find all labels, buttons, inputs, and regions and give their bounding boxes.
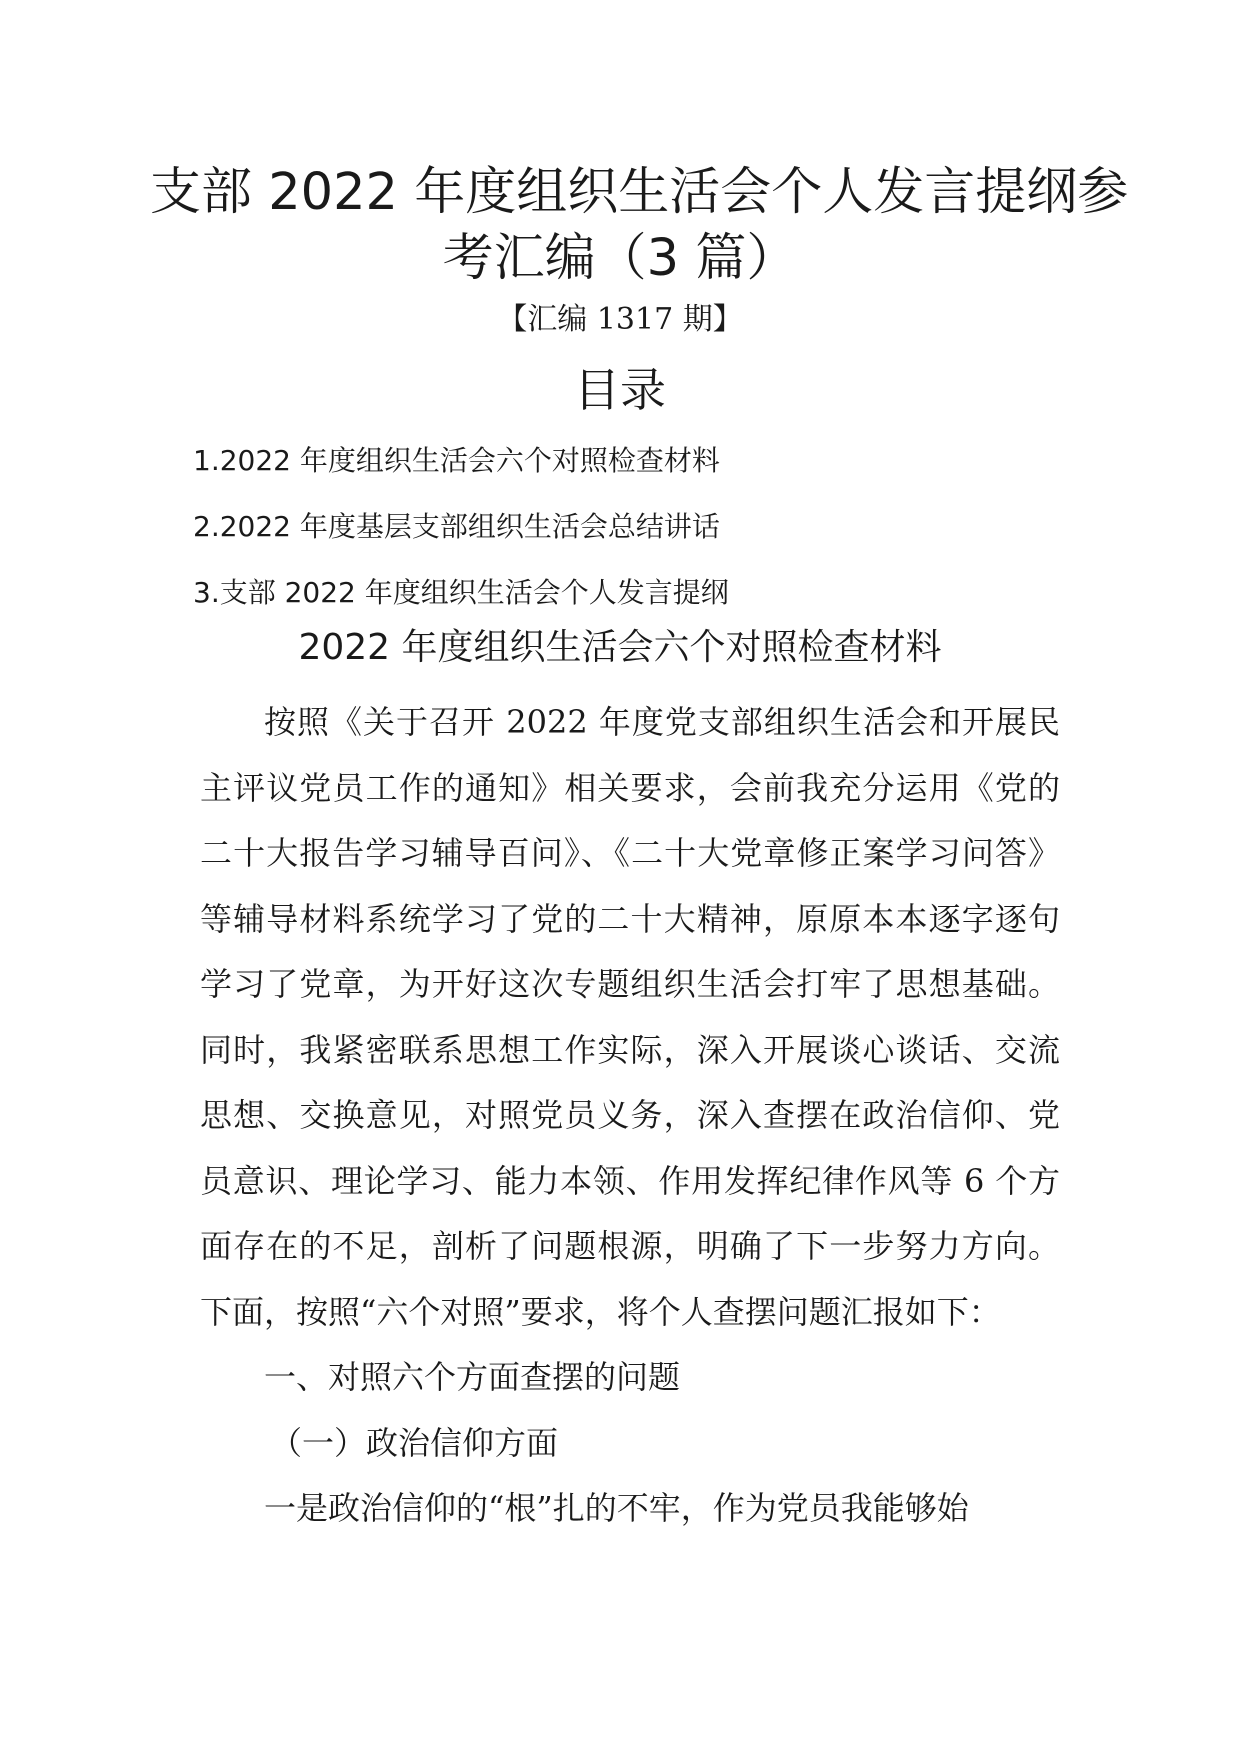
document-title [150, 160, 1129, 292]
section-title: 2022 年度组织生活会六个对照检查材料 [298, 627, 942, 668]
table-of-contents [193, 428, 1073, 626]
body-text [200, 690, 1060, 1542]
toc-item[interactable]: 2.2022 年度基层支部组织生活会总结讲话 [193, 510, 720, 543]
toc-item[interactable]: 3.支部 2022 年度组织生活会个人发言提纲 [193, 576, 729, 609]
body-paragraph: 按照《关于召开 2022 年度党支部组织生活会和开展民主评议党员工作的通知》相关要求，会前我充分运用《党的二十大报告学习辅导百问》、《二十大党章修正案学习问答》等辅导材料系统学习了党的二十大精神，原原本本逐字逐句学习了党章，为开好这次专题组织生活会打牢了思想基础。同时，我紧密联系思想工作实际，深入开展谈心谈话、交流思想、交换意见，对照党员义务，深入查摆在政治信仰、党员意识、理论学习、能力本领、作用发挥纪律作风等 6 个方面存在的不足，剖析了问题根源，明确了下一步努力方向。下面，按照“六个对照”要求，将个人查摆问题汇报如下： [200, 703, 1060, 1331]
subsection-heading-1: 一、对照六个方面查摆的问题 [264, 1358, 681, 1396]
toc-heading: 目录 [574, 363, 666, 417]
body-paragraph: 一是政治信仰的“根”扎的不牢，作为党员我能够始 [264, 1489, 969, 1527]
document-title-line-2: 考汇编（3 篇） [442, 229, 798, 288]
document-title-line-1: 支部 2022 年度组织生活会个人发言提纲参 [150, 163, 1129, 222]
subsection-heading-2: （一）政治信仰方面 [270, 1423, 559, 1462]
issue-number: 【汇编 1317 期】 [497, 302, 743, 337]
toc-item[interactable]: 1.2022 年度组织生活会六个对照检查材料 [193, 444, 720, 477]
